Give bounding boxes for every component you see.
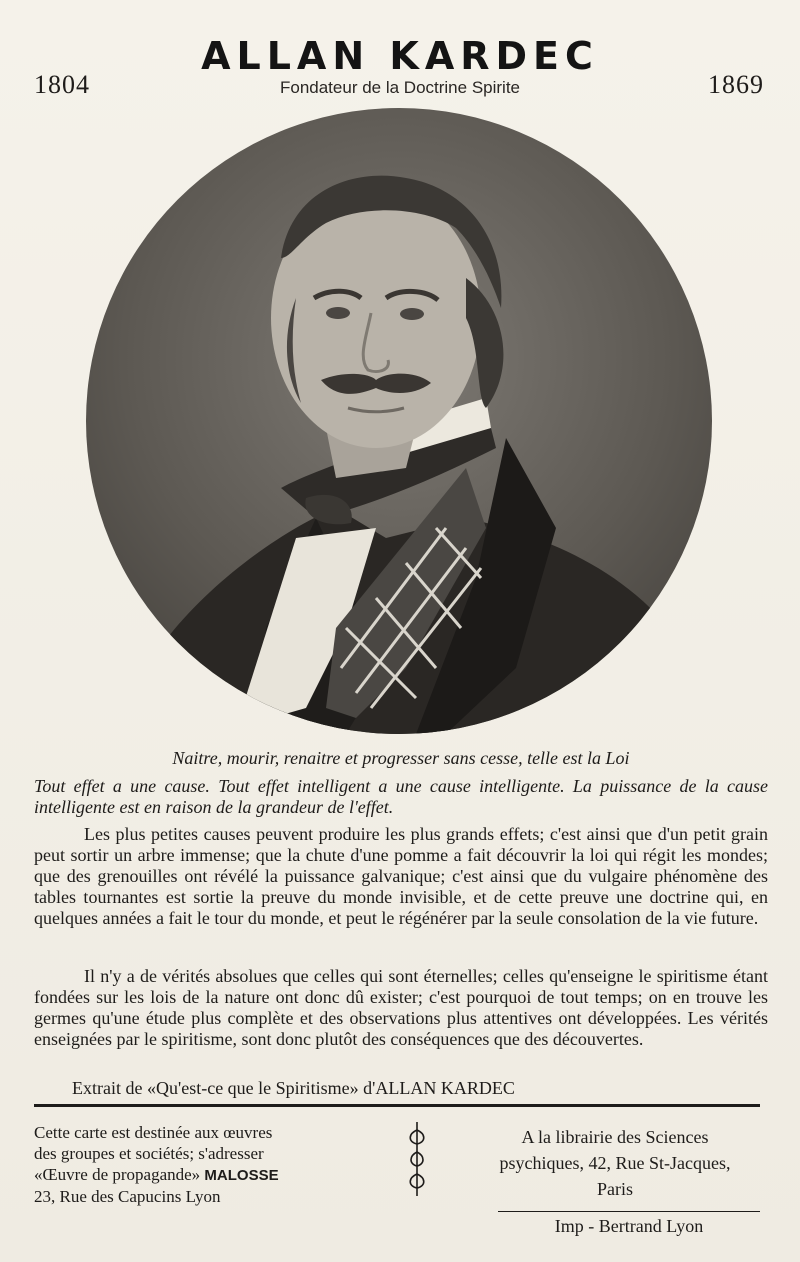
distribution-line-3 [34,1164,364,1186]
portrait-photo [86,108,712,734]
motto: Naitre, mourir, renaitre et progresser sans cesse, telle est la Loi [172,748,630,768]
printer-credit: Imp - Bertrand Lyon [554,1216,704,1236]
ornament-icon [404,1120,430,1198]
extract-credit: Extrait de «Qu'est-ce que le Spiritisme» d'ALLAN KARDEC [72,1078,515,1098]
card-title: ALLAN KARDEC [201,34,599,78]
paragraph-truths: Il n'y a de vérités absolues que celles qui sont éternelles; celles qu'enseigne le spiritisme étant fondées sur les lois de la nature ont donc dû exister; c'est pourquoi de tout temps; on en trouve les germes qu'une étude plus complète et des observations plus attentives ont développées. Les vérités enseignées par le spiritisme, sont donc plutôt des conséquences que des découvertes. [34,966,768,1049]
distribution-line-4: 23, Rue des Capucins Lyon [34,1187,221,1206]
subtitle: Fondateur de la Doctrine Spirite [279,78,521,97]
cause-statement: Tout effet a une cause. Tout effet intelligent a une cause intelligente. La puissance de la cause intelligente est en raison de la grandeur de l'effet. [34,776,768,817]
divider-rule [34,1104,760,1107]
portrait-illustration [86,108,712,734]
malosse-label: MALOSSE [204,1167,279,1184]
propagande-label: «Œuvre de propagande» [34,1165,201,1184]
death-year: 1869 [708,70,764,99]
paragraph-causes: Les plus petites causes peuvent produire les plus grands effets; c'est ainsi que d'un petit grain peut sortir un arbre immense; que la chute d'une pomme a fait découvrir la loi qui régit les mondes; que des grenouilles ont révélé la puissance galvanique; c'est ainsi que du vulgaire phénomène des tables tournantes est sortie la preuve du monde invisible, et de cette preuve une doctrine qui, en quelques années a fait le tour du monde, et peut le régénérer par la seule consolation de la vie future. [34,824,768,928]
birth-year: 1804 [34,70,90,99]
bookshop-line-1: A la librairie des Sciences [521,1127,709,1147]
distribution-line-1: Cette carte est destinée aux œuvres [34,1123,273,1142]
bookshop-line-2: psychiques, 42, Rue St-Jacques, [499,1153,731,1173]
bookshop-line-3: Paris [597,1179,633,1199]
distribution-line-2: des groupes et sociétés; s'adresser [34,1144,264,1163]
bookshop-address [460,1124,770,1202]
printer-rule [498,1211,760,1212]
distribution-note [34,1122,364,1207]
